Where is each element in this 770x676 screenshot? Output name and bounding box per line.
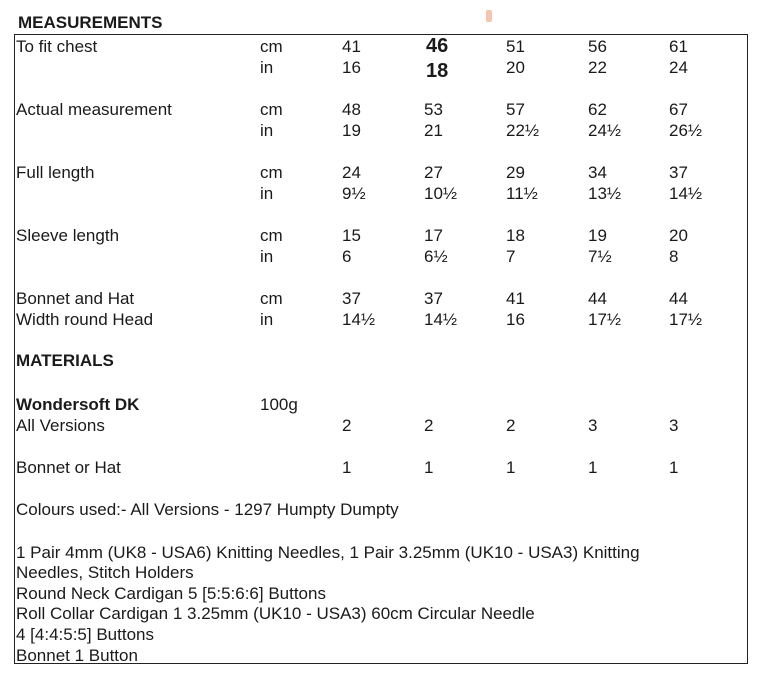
cell-value: 57 [506,100,525,119]
cell-value: 9½ [342,184,366,203]
cell-value: 56 [588,37,607,56]
cell-value: 19 [342,121,361,140]
ball-count: 3 [588,416,598,435]
cell-value: 29 [506,163,525,182]
unit-in: in [260,310,274,329]
cell-value: 22½ [506,121,540,140]
cell-value: 15 [342,226,361,245]
cell-value: 20 [669,226,688,245]
note-line: 4 [4:4:5:5] Buttons [16,625,154,644]
cell-value: 14½ [669,184,703,203]
cell-value: 41 [506,289,525,308]
ball-count: 2 [506,416,516,435]
cell-value: 37 [424,289,443,308]
cell-value: 37 [669,163,688,182]
note-line: 1 Pair 4mm (UK8 - USA6) Knitting Needles, 1 Pair 3.25mm (UK10 - USA3) Knitting [16,543,640,562]
cell-value: 24 [669,58,688,77]
cell-value: 20 [506,58,525,77]
materials-heading: MATERIALS [16,351,114,370]
ball-count: 2 [342,416,352,435]
cell-value: 13½ [588,184,622,203]
ball-count: 2 [424,416,434,435]
cell-value: 61 [669,37,688,56]
cell-value: 51 [506,37,525,56]
cell-value: 27 [424,163,443,182]
note-line: Roll Collar Cardigan 1 3.25mm (UK10 - USA3) 60cm Circular Needle [16,604,535,623]
cell-value: 26½ [669,121,703,140]
cell-value: 46 [426,35,449,57]
paper-speck [486,10,492,22]
cell-value: 16 [342,58,361,77]
cell-value: 41 [342,37,361,56]
unit-in: in [260,121,274,140]
yarn-name: Wondersoft DK [16,395,140,414]
cell-value: 62 [588,100,607,119]
colours-line: Colours used:- All Versions - 1297 Humpty Dumpty [16,500,399,519]
unit-cm: cm [260,163,283,182]
ball-count: 3 [669,416,679,435]
note-line: Bonnet 1 Button [16,646,138,665]
unit-in: in [260,58,274,77]
yarn-weight: 100g [260,395,298,414]
cell-value: 37 [342,289,361,308]
cell-value: 17½ [669,310,703,329]
ball-count: 1 [506,458,516,477]
cell-value: 7½ [588,247,612,266]
unit-cm: cm [260,289,283,308]
cell-value: 17 [424,226,443,245]
unit-cm: cm [260,226,283,245]
cell-value: 6½ [424,247,448,266]
bonnet-label: Bonnet or Hat [16,458,121,477]
cell-value: 18 [506,226,525,245]
row-label: To fit chest [16,37,98,56]
cell-value: 44 [669,289,688,308]
cell-value: 67 [669,100,688,119]
cell-value: 22 [588,58,607,77]
cell-value: 16 [506,310,525,329]
ball-count: 1 [424,458,434,477]
cell-value: 24½ [588,121,622,140]
unit-cm: cm [260,37,283,56]
row-label: Actual measurement [16,100,172,119]
row-label: Width round Head [16,310,154,329]
cell-value: 14½ [342,310,376,329]
ball-count: 1 [342,458,352,477]
row-label: Bonnet and Hat [16,289,135,308]
unit-cm: cm [260,100,283,119]
measurements-heading: MEASUREMENTS [18,13,163,32]
cell-value: 44 [588,289,607,308]
cell-value: 18 [426,60,449,82]
row-label: Sleeve length [16,226,120,245]
cell-value: 8 [669,247,679,266]
cell-value: 21 [424,121,443,140]
cell-value: 6 [342,247,352,266]
cell-value: 48 [342,100,361,119]
all-versions-label: All Versions [16,416,105,435]
note-line: Needles, Stitch Holders [16,563,194,582]
cell-value: 14½ [424,310,458,329]
cell-value: 11½ [506,184,538,203]
cell-value: 17½ [588,310,622,329]
note-line: Round Neck Cardigan 5 [5:5:6:6] Buttons [16,584,326,603]
unit-in: in [260,247,274,266]
cell-value: 10½ [424,184,458,203]
cell-value: 7 [506,247,516,266]
unit-in: in [260,184,274,203]
cell-value: 53 [424,100,443,119]
ball-count: 1 [588,458,598,477]
ball-count: 1 [669,458,679,477]
cell-value: 34 [588,163,607,182]
cell-value: 24 [342,163,361,182]
cell-value: 19 [588,226,607,245]
row-label: Full length [16,163,95,182]
